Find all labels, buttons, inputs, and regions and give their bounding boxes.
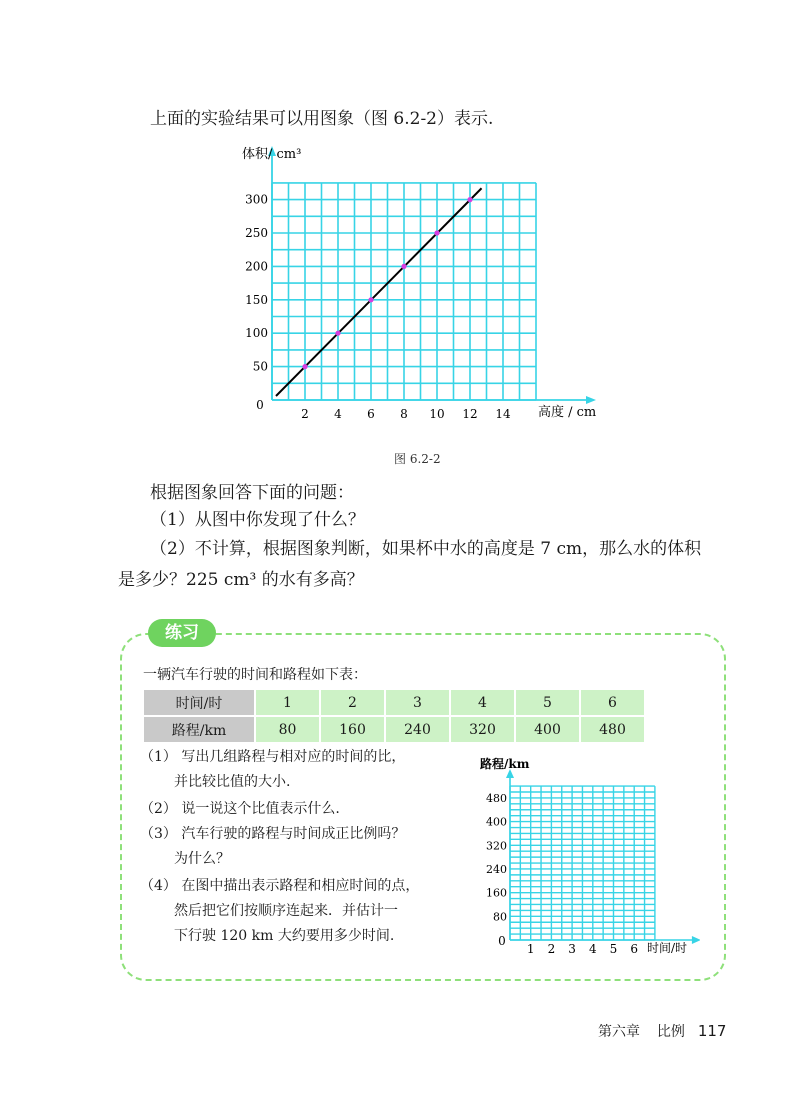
table-cell: 480 bbox=[580, 716, 645, 743]
table-cell: 4 bbox=[450, 689, 515, 716]
exercise-item-1-cont: 并比较比值的大小. bbox=[174, 774, 291, 790]
x-tick-label: 1 bbox=[526, 942, 535, 956]
table-cell: 3 bbox=[385, 689, 450, 716]
data-point bbox=[434, 230, 439, 235]
distance-time-chart bbox=[470, 755, 700, 960]
exercise-item-4: （4） 在图中描出表示路程和相应时间的点， bbox=[140, 878, 420, 894]
exercise-item-4-cont-2: 下行驶 120 km 大约要用多少时间. bbox=[174, 928, 395, 944]
y-tick-label: 50 bbox=[252, 359, 268, 374]
table-row-distance bbox=[143, 716, 645, 743]
footer bbox=[598, 1021, 726, 1041]
table-cell: 5 bbox=[515, 689, 580, 716]
origin-label: 0 bbox=[256, 398, 264, 412]
y-tick-label: 240 bbox=[486, 862, 507, 876]
volume-height-chart bbox=[230, 138, 630, 428]
questions-lead: 根据图象回答下面的问题： bbox=[150, 483, 354, 503]
question-2-line-1: （2）不计算，根据图象判断，如果杯中水的高度是 7 cm，那么水的体积 bbox=[150, 539, 702, 559]
intro-text: 上面的实验结果可以用图象（图 6.2-2）表示. bbox=[150, 109, 494, 129]
question-1: （1）从图中你发现了什么？ bbox=[150, 510, 365, 530]
table-row-time bbox=[143, 689, 645, 716]
y-axis-label: 路程/km bbox=[480, 757, 530, 771]
exercise-intro: 一辆汽车行驶的时间和路程如下表： bbox=[143, 667, 367, 683]
table-cell: 160 bbox=[320, 716, 385, 743]
table-cell: 80 bbox=[255, 716, 320, 743]
y-tick-label: 150 bbox=[245, 292, 268, 307]
y-tick-label: 320 bbox=[486, 839, 507, 853]
footer-section: 比例 bbox=[656, 1024, 685, 1040]
origin-label: 0 bbox=[498, 934, 506, 948]
x-axis-arrow bbox=[586, 396, 596, 404]
exercise-item-3-cont: 为什么？ bbox=[174, 851, 230, 867]
y-tick-label: 160 bbox=[486, 886, 507, 900]
exercise-item-3: （3） 汽车行驶的路程与时间成正比例吗？ bbox=[140, 826, 406, 842]
table-header-time: 时间/时 bbox=[143, 689, 255, 716]
x-tick-label: 2 bbox=[547, 942, 556, 956]
table-header-distance: 路程/km bbox=[143, 716, 255, 743]
x-tick-label: 4 bbox=[334, 407, 342, 421]
data-point bbox=[302, 364, 307, 369]
x-axis-label: 时间/时 bbox=[647, 941, 688, 955]
question-2-line-2: 是多少？225 cm³ 的水有多高？ bbox=[118, 570, 364, 590]
data-point bbox=[335, 331, 340, 336]
x-tick-label: 4 bbox=[588, 942, 597, 956]
y-tick-label: 300 bbox=[245, 192, 268, 207]
x-tick-label: 5 bbox=[609, 942, 618, 956]
x-tick-label: 14 bbox=[495, 407, 511, 421]
x-tick-label: 10 bbox=[429, 407, 445, 421]
data-table bbox=[142, 688, 646, 744]
y-tick-label: 80 bbox=[493, 910, 507, 924]
exercise-item-4-cont-1: 然后把它们按顺序连起来．并估计一 bbox=[174, 903, 398, 919]
exercise-item-1: （1） 写出几组路程与相对应的时间的比， bbox=[140, 749, 406, 765]
table-cell: 240 bbox=[385, 716, 450, 743]
x-tick-label: 2 bbox=[301, 407, 309, 421]
y-tick-label: 400 bbox=[486, 815, 507, 829]
footer-chapter: 第六章 bbox=[598, 1024, 640, 1040]
table-cell: 400 bbox=[515, 716, 580, 743]
y-tick-label: 250 bbox=[245, 226, 268, 240]
x-axis-arrow bbox=[692, 936, 700, 944]
x-tick-label: 8 bbox=[400, 407, 408, 421]
x-tick-label: 3 bbox=[568, 942, 576, 956]
y-tick-label: 200 bbox=[245, 259, 268, 274]
exercise-badge: 练习 bbox=[148, 619, 216, 647]
data-point bbox=[467, 197, 472, 202]
x-tick-label: 6 bbox=[367, 407, 375, 421]
table-cell: 6 bbox=[580, 689, 645, 716]
data-point bbox=[401, 264, 406, 269]
table-cell: 320 bbox=[450, 716, 515, 743]
y-tick-label: 100 bbox=[245, 326, 268, 341]
data-point bbox=[368, 297, 373, 302]
x-axis-label: 高度 / cm bbox=[538, 405, 597, 420]
table-cell: 2 bbox=[320, 689, 385, 716]
table-cell: 1 bbox=[255, 689, 320, 716]
y-tick-label: 480 bbox=[486, 791, 507, 805]
figure-caption: 图 6.2-2 bbox=[394, 452, 441, 466]
page-number: 117 bbox=[697, 1022, 727, 1040]
x-tick-label: 6 bbox=[630, 942, 639, 956]
exercise-item-2: （2） 说一说这个比值表示什么. bbox=[140, 801, 340, 817]
y-axis-label: 体积/ cm³ bbox=[242, 147, 302, 162]
x-tick-label: 12 bbox=[462, 407, 478, 421]
